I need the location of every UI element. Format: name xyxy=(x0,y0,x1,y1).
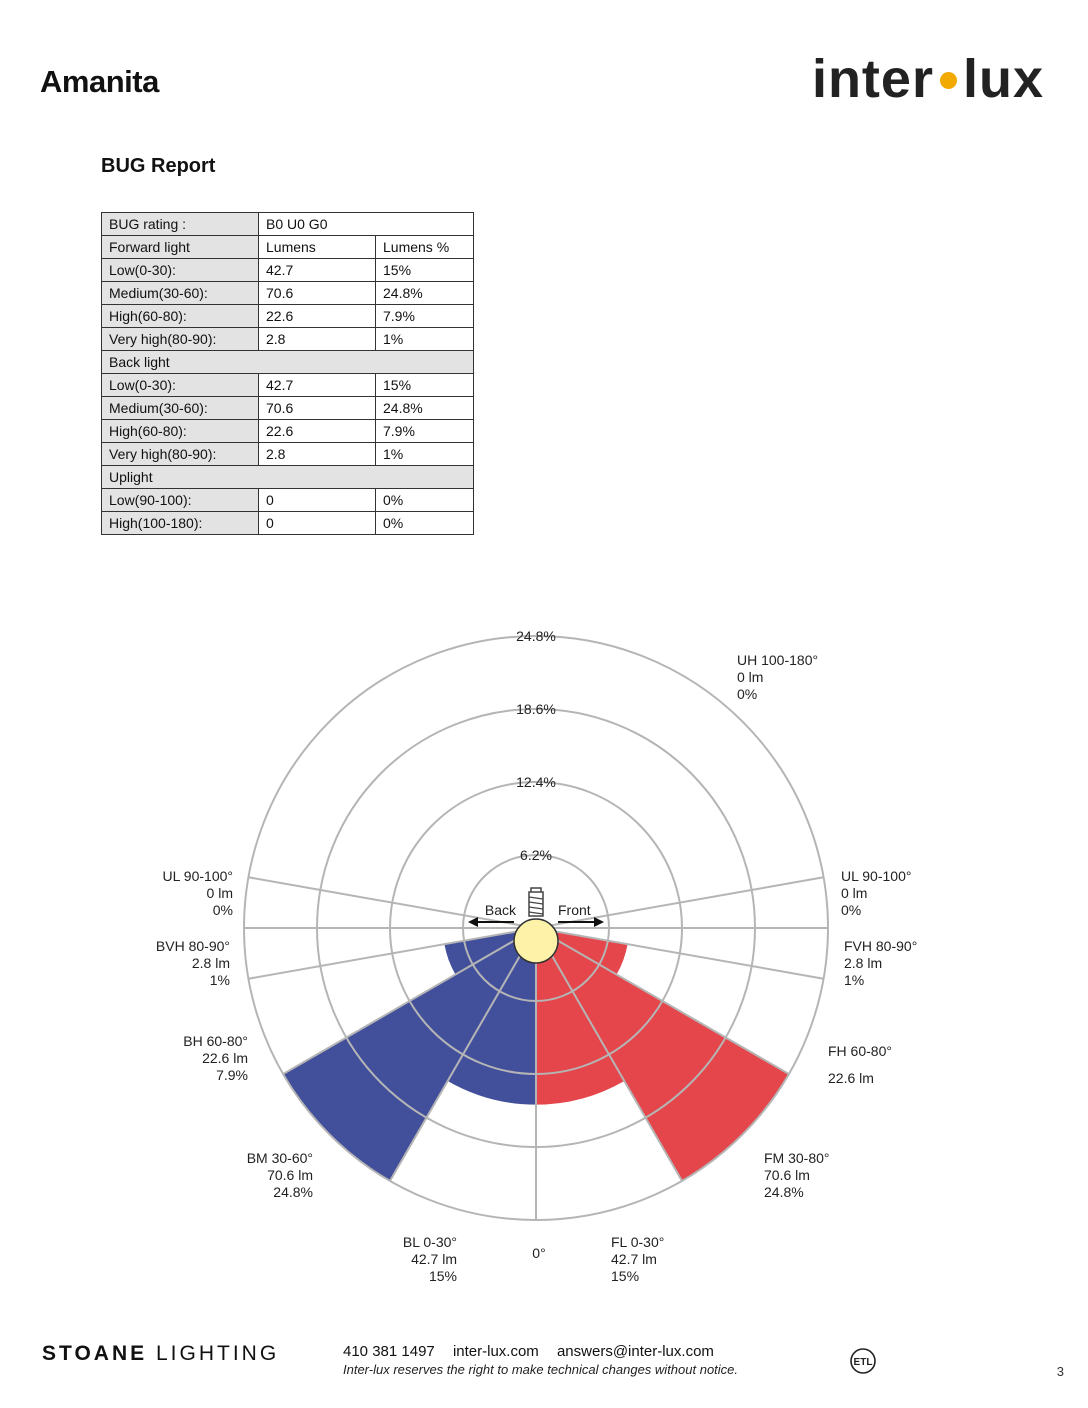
etl-certification-icon xyxy=(848,1346,878,1376)
zone-label-bl: 42.7 lm xyxy=(411,1251,457,1267)
zone-label-ul-right: 0% xyxy=(841,902,862,918)
zone-label-bvh: 2.8 lm xyxy=(191,955,230,971)
back-label: Back xyxy=(484,902,516,918)
row-lumens: 2.8 xyxy=(259,328,376,351)
rating-value: B0 U0 G0 xyxy=(259,213,474,236)
zone-label-ul-left: 0 lm xyxy=(206,885,233,901)
row-label: Low(0-30): xyxy=(102,259,259,282)
row-percent: 1% xyxy=(376,328,474,351)
report-title: BUG Report xyxy=(101,155,216,177)
zone-label-fm: FM 30-80° xyxy=(764,1150,830,1166)
rating-label: BUG rating : xyxy=(102,213,259,236)
zone-label-fvh: 2.8 lm xyxy=(844,955,883,971)
uplight-label: Uplight xyxy=(102,466,474,489)
logo-left-text: inter xyxy=(811,49,934,109)
zone-label-bm: 70.6 lm xyxy=(267,1167,313,1183)
zone-label-bh: BH 60-80° xyxy=(183,1033,248,1049)
zone-label-fh: FH 60-80° xyxy=(828,1043,892,1059)
zone-label-bh: 22.6 lm xyxy=(202,1050,248,1066)
website-link[interactable]: inter-lux.com xyxy=(452,1343,539,1360)
zone-label-fl: 42.7 lm xyxy=(611,1251,657,1267)
row-label: Medium(30-60): xyxy=(102,397,259,420)
row-lumens: 70.6 xyxy=(259,282,376,305)
col-lumens-header: Lumens xyxy=(259,236,376,259)
row-lumens: 42.7 xyxy=(259,259,376,282)
email-link[interactable]: answers@inter-lux.com xyxy=(556,1343,714,1360)
zone-label-ul-right: UL 90-100° xyxy=(841,868,912,884)
row-label: High(60-80): xyxy=(102,305,259,328)
zone-label-ul-left: 0% xyxy=(212,902,233,918)
zone-label-bm: BM 30-60° xyxy=(246,1150,313,1166)
back-label: Back light xyxy=(102,351,474,374)
zone-label-bl: BL 0-30° xyxy=(402,1234,457,1250)
stoane-lighting-brand xyxy=(42,1342,279,1366)
brand-light: LIGHTING xyxy=(155,1342,280,1365)
row-percent: 24.8% xyxy=(376,282,474,305)
row-lumens: 42.7 xyxy=(259,374,376,397)
zone-label-bl: 15% xyxy=(428,1268,457,1284)
logo-right-text: lux xyxy=(962,49,1044,109)
zone-label-fvh: FVH 80-90° xyxy=(844,938,918,954)
disclaimer-note: Inter-lux reserves the right to make technical changes without notice. xyxy=(343,1362,739,1377)
row-label: Low(90-100): xyxy=(102,489,259,512)
brand-bold: STOANE xyxy=(42,1342,148,1365)
row-label: Very high(80-90): xyxy=(102,328,259,351)
front-arrow-icon xyxy=(594,917,604,927)
row-label: Low(0-30): xyxy=(102,374,259,397)
row-percent: 7.9% xyxy=(376,305,474,328)
row-lumens: 2.8 xyxy=(259,443,376,466)
row-percent: 7.9% xyxy=(376,420,474,443)
row-percent: 0% xyxy=(376,489,474,512)
row-percent: 0% xyxy=(376,512,474,535)
svg-text:ETL: ETL xyxy=(853,1357,873,1368)
ring-label: 12.4% xyxy=(516,774,556,790)
row-percent: 1% xyxy=(376,443,474,466)
zone-label-bvh: 1% xyxy=(209,972,230,988)
zero-degree-label: 0° xyxy=(532,1245,546,1261)
row-percent: 24.8% xyxy=(376,397,474,420)
zone-label-bm: 24.8% xyxy=(273,1184,313,1200)
zone-label-bh: 7.9% xyxy=(216,1067,248,1083)
lamp-bulb-icon xyxy=(514,919,558,963)
row-lumens: 0 xyxy=(259,512,376,535)
row-percent: 15% xyxy=(376,374,474,397)
row-label: Very high(80-90): xyxy=(102,443,259,466)
page-number: 3 xyxy=(1056,1364,1064,1379)
zone-label-ul-right: 0 lm xyxy=(841,885,868,901)
zone-label-uh: 0 lm xyxy=(737,669,764,685)
row-lumens: 22.6 xyxy=(259,420,376,443)
row-percent: 15% xyxy=(376,259,474,282)
forward-label: Forward light xyxy=(102,236,259,259)
col-percent-header: Lumens % xyxy=(376,236,474,259)
ring-label: 6.2% xyxy=(520,847,552,863)
row-lumens: 0 xyxy=(259,489,376,512)
zone-label-fl: 15% xyxy=(611,1268,640,1284)
ring-label: 18.6% xyxy=(516,701,556,717)
zone-label-ul-left: UL 90-100° xyxy=(162,868,233,884)
zone-label-uh: 0% xyxy=(737,686,758,702)
row-label: High(100-180): xyxy=(102,512,259,535)
row-lumens: 70.6 xyxy=(259,397,376,420)
ring-label: 24.8% xyxy=(516,628,556,644)
zone-label-fl: FL 0-30° xyxy=(611,1234,665,1250)
front-label: Front xyxy=(558,902,591,918)
zone-label-bvh: BVH 80-90° xyxy=(155,938,230,954)
zone-label-fh: 22.6 lm xyxy=(828,1070,874,1086)
row-label: Medium(30-60): xyxy=(102,282,259,305)
zone-label-fvh: 1% xyxy=(844,972,865,988)
zone-label-uh: UH 100-180° xyxy=(737,652,819,668)
row-lumens: 22.6 xyxy=(259,305,376,328)
back-arrow-icon xyxy=(468,917,478,927)
row-label: High(60-80): xyxy=(102,420,259,443)
phone-text: 410 381 1497 xyxy=(343,1343,435,1360)
zone-label-fm: 70.6 lm xyxy=(764,1167,810,1183)
footer-contact xyxy=(343,1343,728,1360)
zone-label-fm: 24.8% xyxy=(764,1184,804,1200)
product-title: Amanita xyxy=(40,64,159,99)
